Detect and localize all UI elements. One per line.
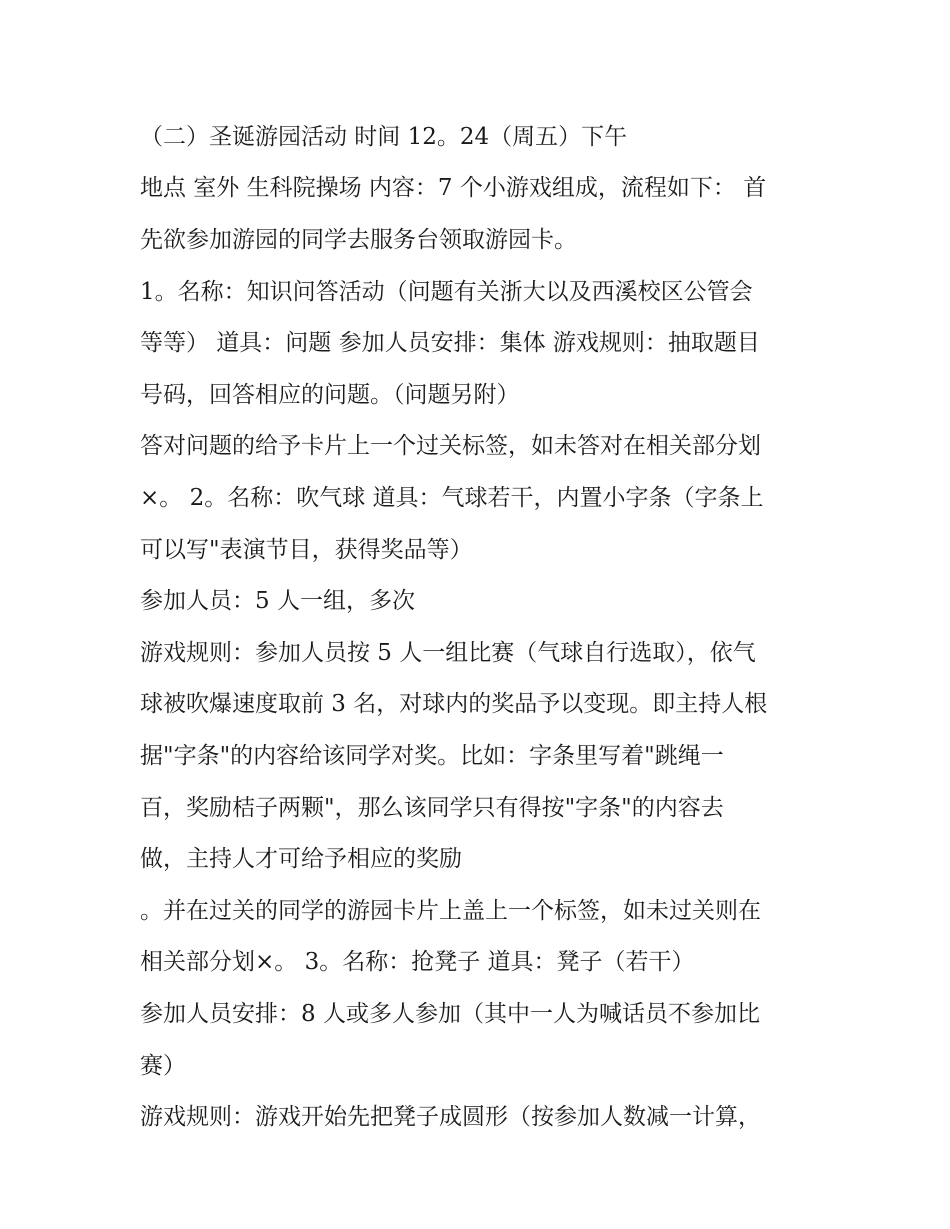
text-line: 球被吹爆速度取前 3 名，对球内的奖品予以变现。即主持人根 [140, 691, 768, 718]
text-line: 做，主持人才可给予相应的奖励 [140, 846, 462, 873]
text-line: 号码，回答相应的问题。（问题另附） [140, 381, 520, 408]
text-line: ×。 2。名称：吹气球 道具：气球若干，内置小字条（字条上 [140, 485, 764, 511]
text-line: 答对问题的给予卡片上一个过关标签，如未答对在相关部分划 [140, 433, 761, 460]
document-body [140, 112, 820, 1144]
text-line: 先欲参加游园的同学去服务台领取游园卡。 [140, 227, 577, 254]
text-line: 1。名称：知识问答活动（问题有关浙大以及西溪校区公管会 [140, 278, 753, 305]
text-line: 游戏规则：游戏开始先把凳子成圆形（按参加人数减一计算， [140, 1104, 761, 1131]
text-line: 赛） [140, 1052, 186, 1079]
text-line: 可以写"表演节目，获得奖品等） [140, 536, 473, 563]
text-line: 游戏规则：参加人员按 5 人一组比赛（气球自行选取），依气 [140, 639, 756, 666]
text-line: 相关部分划×。 3。名称：抢凳子 道具：凳子（若干） [140, 949, 695, 976]
text-line: （二）圣诞游园活动 时间 12。24（周五）下午 [140, 123, 628, 150]
text-line: 参加人员：5 人一组，多次 [140, 588, 415, 615]
text-line: 。并在过关的同学的游园卡片上盖上一个标签，如未过关则在 [140, 897, 761, 924]
text-line: 等等） 道具：问题 参加人员安排：集体 游戏规则：抽取题目 [140, 330, 760, 357]
text-line: 据"字条"的内容给该同学对奖。比如：字条里写着"跳绳一 [140, 742, 724, 769]
text-line: 百，奖励桔子两颗"，那么该同学只有得按"字条"的内容去 [140, 794, 724, 821]
text-line: 地点 室外 生科院操场 内容：7 个小游戏组成，流程如下： 首 [140, 175, 767, 202]
text-line: 参加人员安排：8 人或多人参加（其中一人为喊话员不参加比 [140, 1000, 760, 1027]
